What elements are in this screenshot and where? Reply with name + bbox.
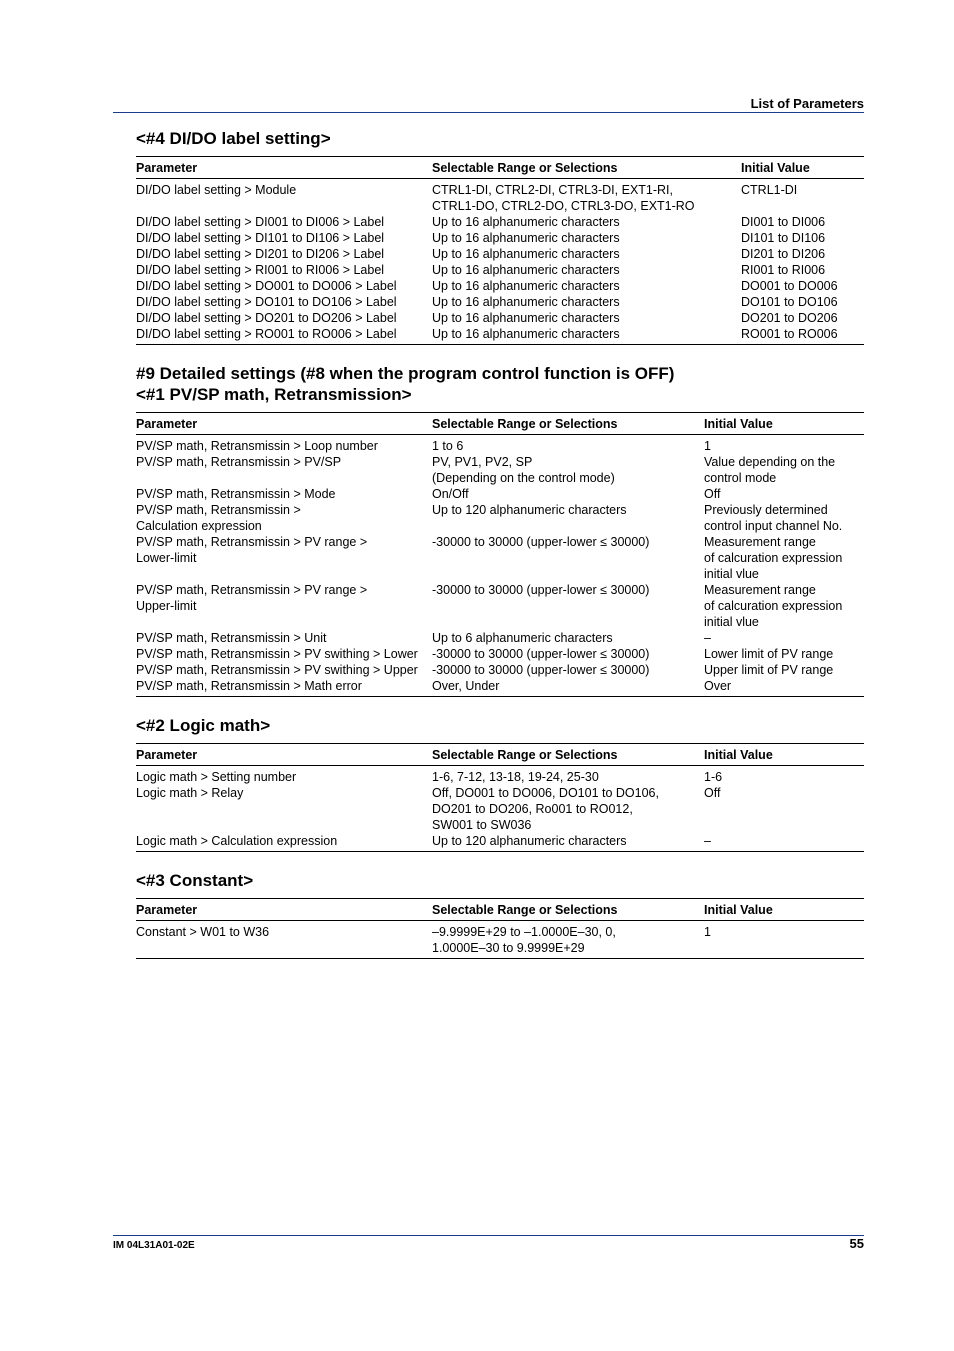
range-cell: Up to 16 alphanumeric characters: [432, 247, 620, 261]
column-header: Initial Value: [741, 157, 864, 179]
initial-value-cell: DI001 to DI006: [741, 215, 826, 229]
parameter-cell: PV/SP math, Retransmissin > Calculation expression: [136, 503, 301, 533]
section-title-detailed-settings: #9 Detailed settings (#8 when the program control function is OFF): [136, 364, 675, 383]
initial-value-cell: Measurement range of calcuration expression initial vlue: [704, 535, 843, 581]
column-header: Selectable Range or Selections: [432, 744, 704, 766]
range-cell: -30000 to 30000 (upper-lower ≤ 30000): [432, 647, 650, 661]
column-header: Selectable Range or Selections: [432, 157, 741, 179]
table-di-do-label: [136, 156, 864, 345]
parameter-cell: PV/SP math, Retransmissin > PV range > Upper-limit: [136, 583, 368, 613]
table-row: [136, 486, 864, 502]
range-cell: -30000 to 30000 (upper-lower ≤ 30000): [432, 583, 650, 597]
range-cell: 1 to 6: [432, 439, 464, 453]
initial-value-cell: RI001 to RI006: [741, 263, 826, 277]
initial-value-cell: Off: [704, 487, 721, 501]
range-cell: CTRL1-DI, CTRL2-DI, CTRL3-DI, EXT1-RI, CTRL1-DO, CTRL2-DO, CTRL3-DO, EXT1-RO: [432, 183, 695, 213]
table-row: [136, 582, 864, 630]
initial-value-cell: Value depending on the control mode: [704, 455, 836, 485]
range-cell: On/Off: [432, 487, 469, 501]
table-row: [136, 833, 864, 852]
range-cell: Up to 16 alphanumeric characters: [432, 231, 620, 245]
parameter-cell: DI/DO label setting > DO001 to DO006 > Label: [136, 279, 397, 293]
initial-value-cell: Previously determined control input channel No.: [704, 503, 843, 533]
range-cell: Up to 16 alphanumeric characters: [432, 326, 741, 345]
initial-value-cell: 1: [704, 921, 864, 959]
table-row: [136, 179, 864, 215]
initial-value-cell: 1-6: [704, 770, 723, 784]
range-cell: Up to 120 alphanumeric characters: [432, 833, 704, 852]
table-row: [136, 534, 864, 582]
table-row: [136, 921, 864, 959]
column-header: Parameter: [136, 413, 432, 435]
initial-value-cell: –: [704, 833, 864, 852]
parameter-cell: PV/SP math, Retransmissin > Unit: [136, 631, 327, 645]
table-row: [136, 662, 864, 678]
range-cell: Up to 16 alphanumeric characters: [432, 279, 620, 293]
initial-value-cell: DI101 to DI106: [741, 231, 826, 245]
parameter-cell: Logic math > Setting number: [136, 770, 297, 784]
table-row: [136, 246, 864, 262]
range-cell: Over, Under: [432, 678, 704, 697]
table-row: [136, 310, 864, 326]
parameter-cell: Logic math > Calculation expression: [136, 833, 432, 852]
table-row: [136, 766, 864, 786]
header-rule: [113, 112, 864, 113]
initial-value-cell: RO001 to RO006: [741, 326, 864, 345]
table-row: [136, 262, 864, 278]
parameter-cell: DI/DO label setting > DO201 to DO206 > Label: [136, 311, 397, 325]
table-row: [136, 630, 864, 646]
section-title-constant: <#3 Constant>: [136, 871, 254, 890]
column-header: Initial Value: [704, 413, 864, 435]
range-cell: -30000 to 30000 (upper-lower ≤ 30000): [432, 663, 650, 677]
parameter-cell: PV/SP math, Retransmissin > PV swithing > Upper: [136, 663, 418, 677]
section-title-pv-sp-math: <#1 PV/SP math, Retransmission>: [136, 385, 412, 404]
range-cell: –9.9999E+29 to –1.0000E–30, 0, 1.0000E–30 to 9.9999E+29: [432, 921, 704, 959]
table-row: [136, 294, 864, 310]
table-row: [136, 646, 864, 662]
range-cell: PV, PV1, PV2, SP (Depending on the control mode): [432, 455, 615, 485]
column-header: Parameter: [136, 744, 432, 766]
table-row: [136, 502, 864, 534]
table-row: [136, 326, 864, 345]
parameter-cell: DI/DO label setting > DI101 to DI106 > Label: [136, 231, 385, 245]
table-pv-sp-math: [136, 412, 864, 697]
footer-document-id: IM 04L31A01-02E: [113, 1240, 195, 1251]
initial-value-cell: DO001 to DO006: [741, 279, 838, 293]
running-header-title: List of Parameters: [750, 96, 864, 111]
range-cell: Up to 16 alphanumeric characters: [432, 311, 620, 325]
page-content: [136, 128, 864, 959]
table-row: [136, 278, 864, 294]
table-row: [136, 678, 864, 697]
parameter-cell: PV/SP math, Retransmissin > Mode: [136, 487, 336, 501]
parameter-cell: DI/DO label setting > DO101 to DO106 > Label: [136, 295, 397, 309]
parameter-cell: PV/SP math, Retransmissin > Math error: [136, 678, 432, 697]
initial-value-cell: DI201 to DI206: [741, 247, 826, 261]
table-row: [136, 214, 864, 230]
column-header: Initial Value: [704, 899, 864, 921]
range-cell: Up to 16 alphanumeric characters: [432, 263, 620, 277]
table-row: [136, 230, 864, 246]
range-cell: Up to 6 alphanumeric characters: [432, 631, 613, 645]
page-number: 55: [849, 1236, 864, 1251]
table-row: [136, 435, 864, 455]
range-cell: -30000 to 30000 (upper-lower ≤ 30000): [432, 535, 650, 549]
range-cell: Up to 16 alphanumeric characters: [432, 215, 620, 229]
parameter-cell: PV/SP math, Retransmissin > PV range > Lower-limit: [136, 535, 368, 565]
initial-value-cell: Over: [704, 678, 864, 697]
column-header: Selectable Range or Selections: [432, 899, 704, 921]
column-header: Initial Value: [704, 744, 864, 766]
footer-rule: [113, 1235, 864, 1236]
parameter-cell: DI/DO label setting > DI001 to DI006 > Label: [136, 215, 385, 229]
column-header: Parameter: [136, 899, 432, 921]
parameter-cell: Constant > W01 to W36: [136, 921, 432, 959]
table-row: [136, 785, 864, 833]
table-row: [136, 454, 864, 486]
initial-value-cell: Off: [704, 786, 721, 800]
parameter-cell: PV/SP math, Retransmissin > Loop number: [136, 439, 378, 453]
table-constant: [136, 898, 864, 959]
range-cell: Up to 16 alphanumeric characters: [432, 295, 620, 309]
parameter-cell: DI/DO label setting > RO001 to RO006 > Label: [136, 326, 432, 345]
initial-value-cell: DO201 to DO206: [741, 311, 838, 325]
initial-value-cell: 1: [704, 439, 711, 453]
parameter-cell: Logic math > Relay: [136, 786, 244, 800]
range-cell: Off, DO001 to DO006, DO101 to DO106, DO201 to DO206, Ro001 to RO012, SW001 to SW036: [432, 786, 659, 832]
section-title-di-do-label: <#4 DI/DO label setting>: [136, 129, 331, 148]
table-logic-math: [136, 743, 864, 852]
initial-value-cell: DO101 to DO106: [741, 295, 838, 309]
parameter-cell: DI/DO label setting > RI001 to RI006 > Label: [136, 263, 385, 277]
initial-value-cell: –: [704, 631, 711, 645]
initial-value-cell: CTRL1-DI: [741, 183, 798, 197]
column-header: Selectable Range or Selections: [432, 413, 704, 435]
column-header: Parameter: [136, 157, 432, 179]
parameter-cell: DI/DO label setting > DI201 to DI206 > Label: [136, 247, 385, 261]
initial-value-cell: Upper limit of PV range: [704, 663, 834, 677]
parameter-cell: DI/DO label setting > Module: [136, 183, 297, 197]
initial-value-cell: Lower limit of PV range: [704, 647, 834, 661]
initial-value-cell: Measurement range of calcuration expression initial vlue: [704, 583, 843, 629]
range-cell: Up to 120 alphanumeric characters: [432, 503, 627, 517]
parameter-cell: PV/SP math, Retransmissin > PV/SP: [136, 455, 342, 469]
section-title-logic-math: <#2 Logic math>: [136, 716, 271, 735]
range-cell: 1-6, 7-12, 13-18, 19-24, 25-30: [432, 770, 599, 784]
parameter-cell: PV/SP math, Retransmissin > PV swithing > Lower: [136, 647, 418, 661]
